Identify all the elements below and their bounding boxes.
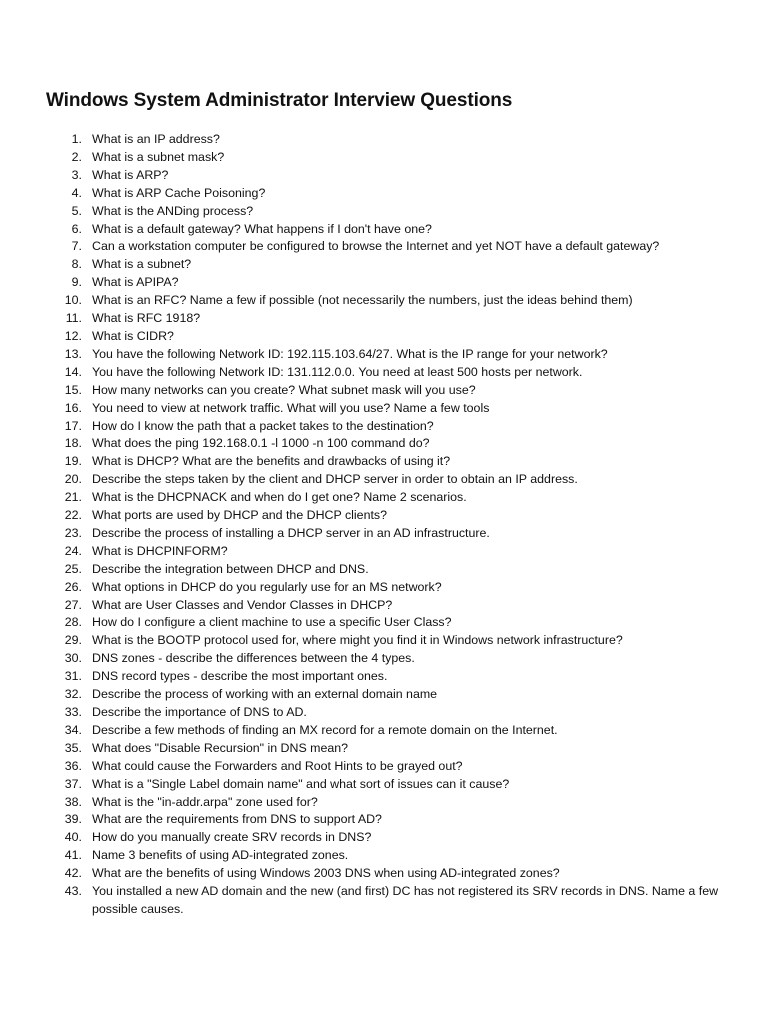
question-number: 14. bbox=[64, 364, 82, 379]
document-title: Windows System Administrator Interview Questions bbox=[46, 90, 513, 111]
question-number: 37. bbox=[64, 776, 82, 791]
question-number: 26. bbox=[64, 579, 82, 594]
question-number: 35. bbox=[64, 740, 82, 755]
question-text: DNS record types - describe the most important ones. bbox=[92, 669, 388, 684]
question-text: What is the DHCPNACK and when do I get one? Name 2 scenarios. bbox=[92, 490, 467, 505]
question-number: 12. bbox=[64, 328, 82, 343]
question-text: DNS zones - describe the differences between the 4 types. bbox=[92, 651, 415, 666]
question-item bbox=[58, 686, 738, 704]
question-item bbox=[58, 668, 738, 686]
question-item bbox=[58, 328, 738, 346]
question-item bbox=[58, 632, 738, 650]
question-number: 40. bbox=[64, 830, 82, 845]
question-item bbox=[58, 418, 738, 436]
question-item bbox=[58, 346, 738, 364]
question-item bbox=[58, 847, 738, 865]
question-text: What is a "Single Label domain name" and what sort of issues can it cause? bbox=[92, 776, 510, 791]
question-number: 33. bbox=[64, 705, 82, 719]
question-text: What is DHCPINFORM? bbox=[92, 543, 228, 558]
question-item bbox=[58, 471, 738, 489]
question-text: What does the ping 192.168.0.1 -l 1000 -n 100 command do? bbox=[92, 436, 430, 451]
question-text: What is a subnet? bbox=[92, 257, 192, 272]
question-item bbox=[58, 650, 738, 668]
question-text: Describe the steps taken by the client and DHCP server in order to obtain an IP address. bbox=[92, 472, 578, 487]
question-item bbox=[58, 579, 738, 597]
question-item bbox=[58, 149, 738, 167]
question-text: Can a workstation computer be configured to browse the Internet and yet NOT have a default gateway? bbox=[92, 239, 660, 254]
question-item bbox=[58, 704, 738, 722]
question-text: What options in DHCP do you regularly use for an MS network? bbox=[92, 579, 442, 594]
question-item bbox=[58, 274, 738, 292]
question-item bbox=[58, 310, 738, 328]
question-text: What is ARP Cache Poisoning? bbox=[92, 185, 266, 200]
question-text: What is an RFC? Name a few if possible (not necessarily the numbers, just the ideas behind them) bbox=[92, 293, 633, 308]
question-number: 22. bbox=[64, 508, 82, 523]
question-list bbox=[58, 131, 738, 919]
question-text: What is RFC 1918? bbox=[92, 311, 201, 326]
question-number: 10. bbox=[64, 293, 82, 308]
question-number: 15. bbox=[64, 382, 82, 397]
question-item bbox=[58, 883, 738, 919]
question-item bbox=[58, 185, 738, 203]
question-text: Name 3 benefits of using AD-integrated zones. bbox=[92, 848, 349, 863]
question-number: 36. bbox=[64, 758, 82, 773]
question-number: 41. bbox=[64, 848, 82, 863]
question-number: 25. bbox=[64, 561, 82, 576]
question-text: What are the benefits of using Windows 2003 DNS when using AD-integrated zones? bbox=[92, 866, 560, 881]
question-item bbox=[58, 865, 738, 883]
question-number: 11. bbox=[65, 311, 82, 326]
question-number: 2. bbox=[71, 149, 82, 164]
question-text: Describe the process of working with an external domain name bbox=[92, 687, 438, 702]
question-text: What is APIPA? bbox=[92, 275, 179, 290]
question-number: 1. bbox=[71, 132, 82, 146]
question-item bbox=[58, 489, 738, 507]
question-item bbox=[58, 435, 738, 453]
question-item bbox=[58, 776, 738, 794]
question-text: What is the "in-addr.arpa" zone used for? bbox=[92, 794, 318, 809]
question-text: You installed a new AD domain and the new (and first) DC has not registered its SRV records in DNS. Name a few possible causes. bbox=[92, 884, 719, 916]
question-item bbox=[58, 811, 738, 829]
question-number: 30. bbox=[64, 651, 82, 666]
question-text: How many networks can you create? What subnet mask will you use? bbox=[92, 382, 476, 397]
question-text: What is the ANDing process? bbox=[92, 203, 254, 218]
question-item bbox=[58, 794, 738, 812]
question-number: 18. bbox=[64, 436, 82, 451]
question-number: 39. bbox=[64, 812, 82, 827]
question-number: 32. bbox=[64, 687, 82, 702]
question-item bbox=[58, 525, 738, 543]
question-text: What is an IP address? bbox=[92, 132, 220, 146]
question-number: 28. bbox=[64, 615, 82, 630]
question-number: 34. bbox=[64, 722, 82, 737]
question-number: 17. bbox=[64, 418, 82, 433]
question-item bbox=[58, 167, 738, 185]
question-number: 6. bbox=[71, 221, 82, 236]
question-text: What could cause the Forwarders and Root Hints to be grayed out? bbox=[92, 758, 463, 773]
question-item bbox=[58, 453, 738, 471]
question-item bbox=[58, 400, 738, 418]
question-item bbox=[58, 238, 738, 256]
question-text: Describe the importance of DNS to AD. bbox=[92, 705, 307, 719]
question-item bbox=[58, 829, 738, 847]
question-text: What is a default gateway? What happens if I don't have one? bbox=[92, 221, 432, 236]
question-number: 13. bbox=[64, 346, 82, 361]
question-item bbox=[58, 758, 738, 776]
question-text: Describe the process of installing a DHCP server in an AD infrastructure. bbox=[92, 525, 490, 540]
question-number: 20. bbox=[64, 472, 82, 487]
question-item bbox=[58, 597, 738, 615]
question-item bbox=[58, 507, 738, 525]
question-item bbox=[58, 561, 738, 579]
question-number: 21. bbox=[64, 490, 82, 505]
question-text: What is ARP? bbox=[92, 167, 169, 182]
question-number: 19. bbox=[64, 454, 82, 469]
question-number: 3. bbox=[71, 167, 82, 182]
question-number: 7. bbox=[71, 239, 82, 254]
question-text: How do I configure a client machine to use a specific User Class? bbox=[92, 615, 452, 630]
question-text: What is a subnet mask? bbox=[92, 149, 225, 164]
question-text: What are User Classes and Vendor Classes in DHCP? bbox=[92, 597, 393, 612]
question-text: What ports are used by DHCP and the DHCP clients? bbox=[92, 508, 387, 523]
question-number: 38. bbox=[64, 794, 82, 809]
question-number: 42. bbox=[64, 866, 82, 881]
question-item bbox=[58, 543, 738, 561]
question-text: You have the following Network ID: 192.115.103.64/27. What is the IP range for your network? bbox=[92, 346, 608, 361]
question-text: How do I know the path that a packet takes to the destination? bbox=[92, 418, 434, 433]
question-item bbox=[58, 614, 738, 632]
question-number: 23. bbox=[64, 525, 82, 540]
question-number: 5. bbox=[71, 203, 82, 218]
question-item bbox=[58, 364, 738, 382]
question-text: Describe a few methods of finding an MX record for a remote domain on the Internet. bbox=[92, 722, 558, 737]
question-number: 8. bbox=[71, 257, 82, 272]
question-number: 27. bbox=[64, 597, 82, 612]
question-text: What is DHCP? What are the benefits and drawbacks of using it? bbox=[92, 454, 451, 469]
question-text: What is CIDR? bbox=[92, 328, 174, 343]
question-item bbox=[58, 131, 738, 149]
question-text: What is the BOOTP protocol used for, where might you find it in Windows network infrastructure? bbox=[92, 633, 623, 648]
question-item bbox=[58, 221, 738, 239]
question-text: What does "Disable Recursion" in DNS mean? bbox=[92, 740, 349, 755]
question-text: You have the following Network ID: 131.112.0.0. You need at least 500 hosts per network. bbox=[92, 364, 583, 379]
question-item bbox=[58, 382, 738, 400]
question-item bbox=[58, 722, 738, 740]
question-number: 9. bbox=[71, 275, 82, 290]
question-item bbox=[58, 740, 738, 758]
question-number: 24. bbox=[64, 543, 82, 558]
question-number: 43. bbox=[64, 884, 82, 899]
question-text: Describe the integration between DHCP and DNS. bbox=[92, 561, 369, 576]
question-item bbox=[58, 256, 738, 274]
question-text: You need to view at network traffic. What will you use? Name a few tools bbox=[92, 400, 490, 415]
question-number: 29. bbox=[64, 633, 82, 648]
question-item bbox=[58, 292, 738, 310]
question-text: How do you manually create SRV records in DNS? bbox=[92, 830, 372, 845]
question-item bbox=[58, 203, 738, 221]
question-text: What are the requirements from DNS to support AD? bbox=[92, 812, 382, 827]
question-number: 16. bbox=[64, 400, 82, 415]
question-number: 4. bbox=[71, 185, 82, 200]
question-number: 31. bbox=[64, 669, 82, 684]
